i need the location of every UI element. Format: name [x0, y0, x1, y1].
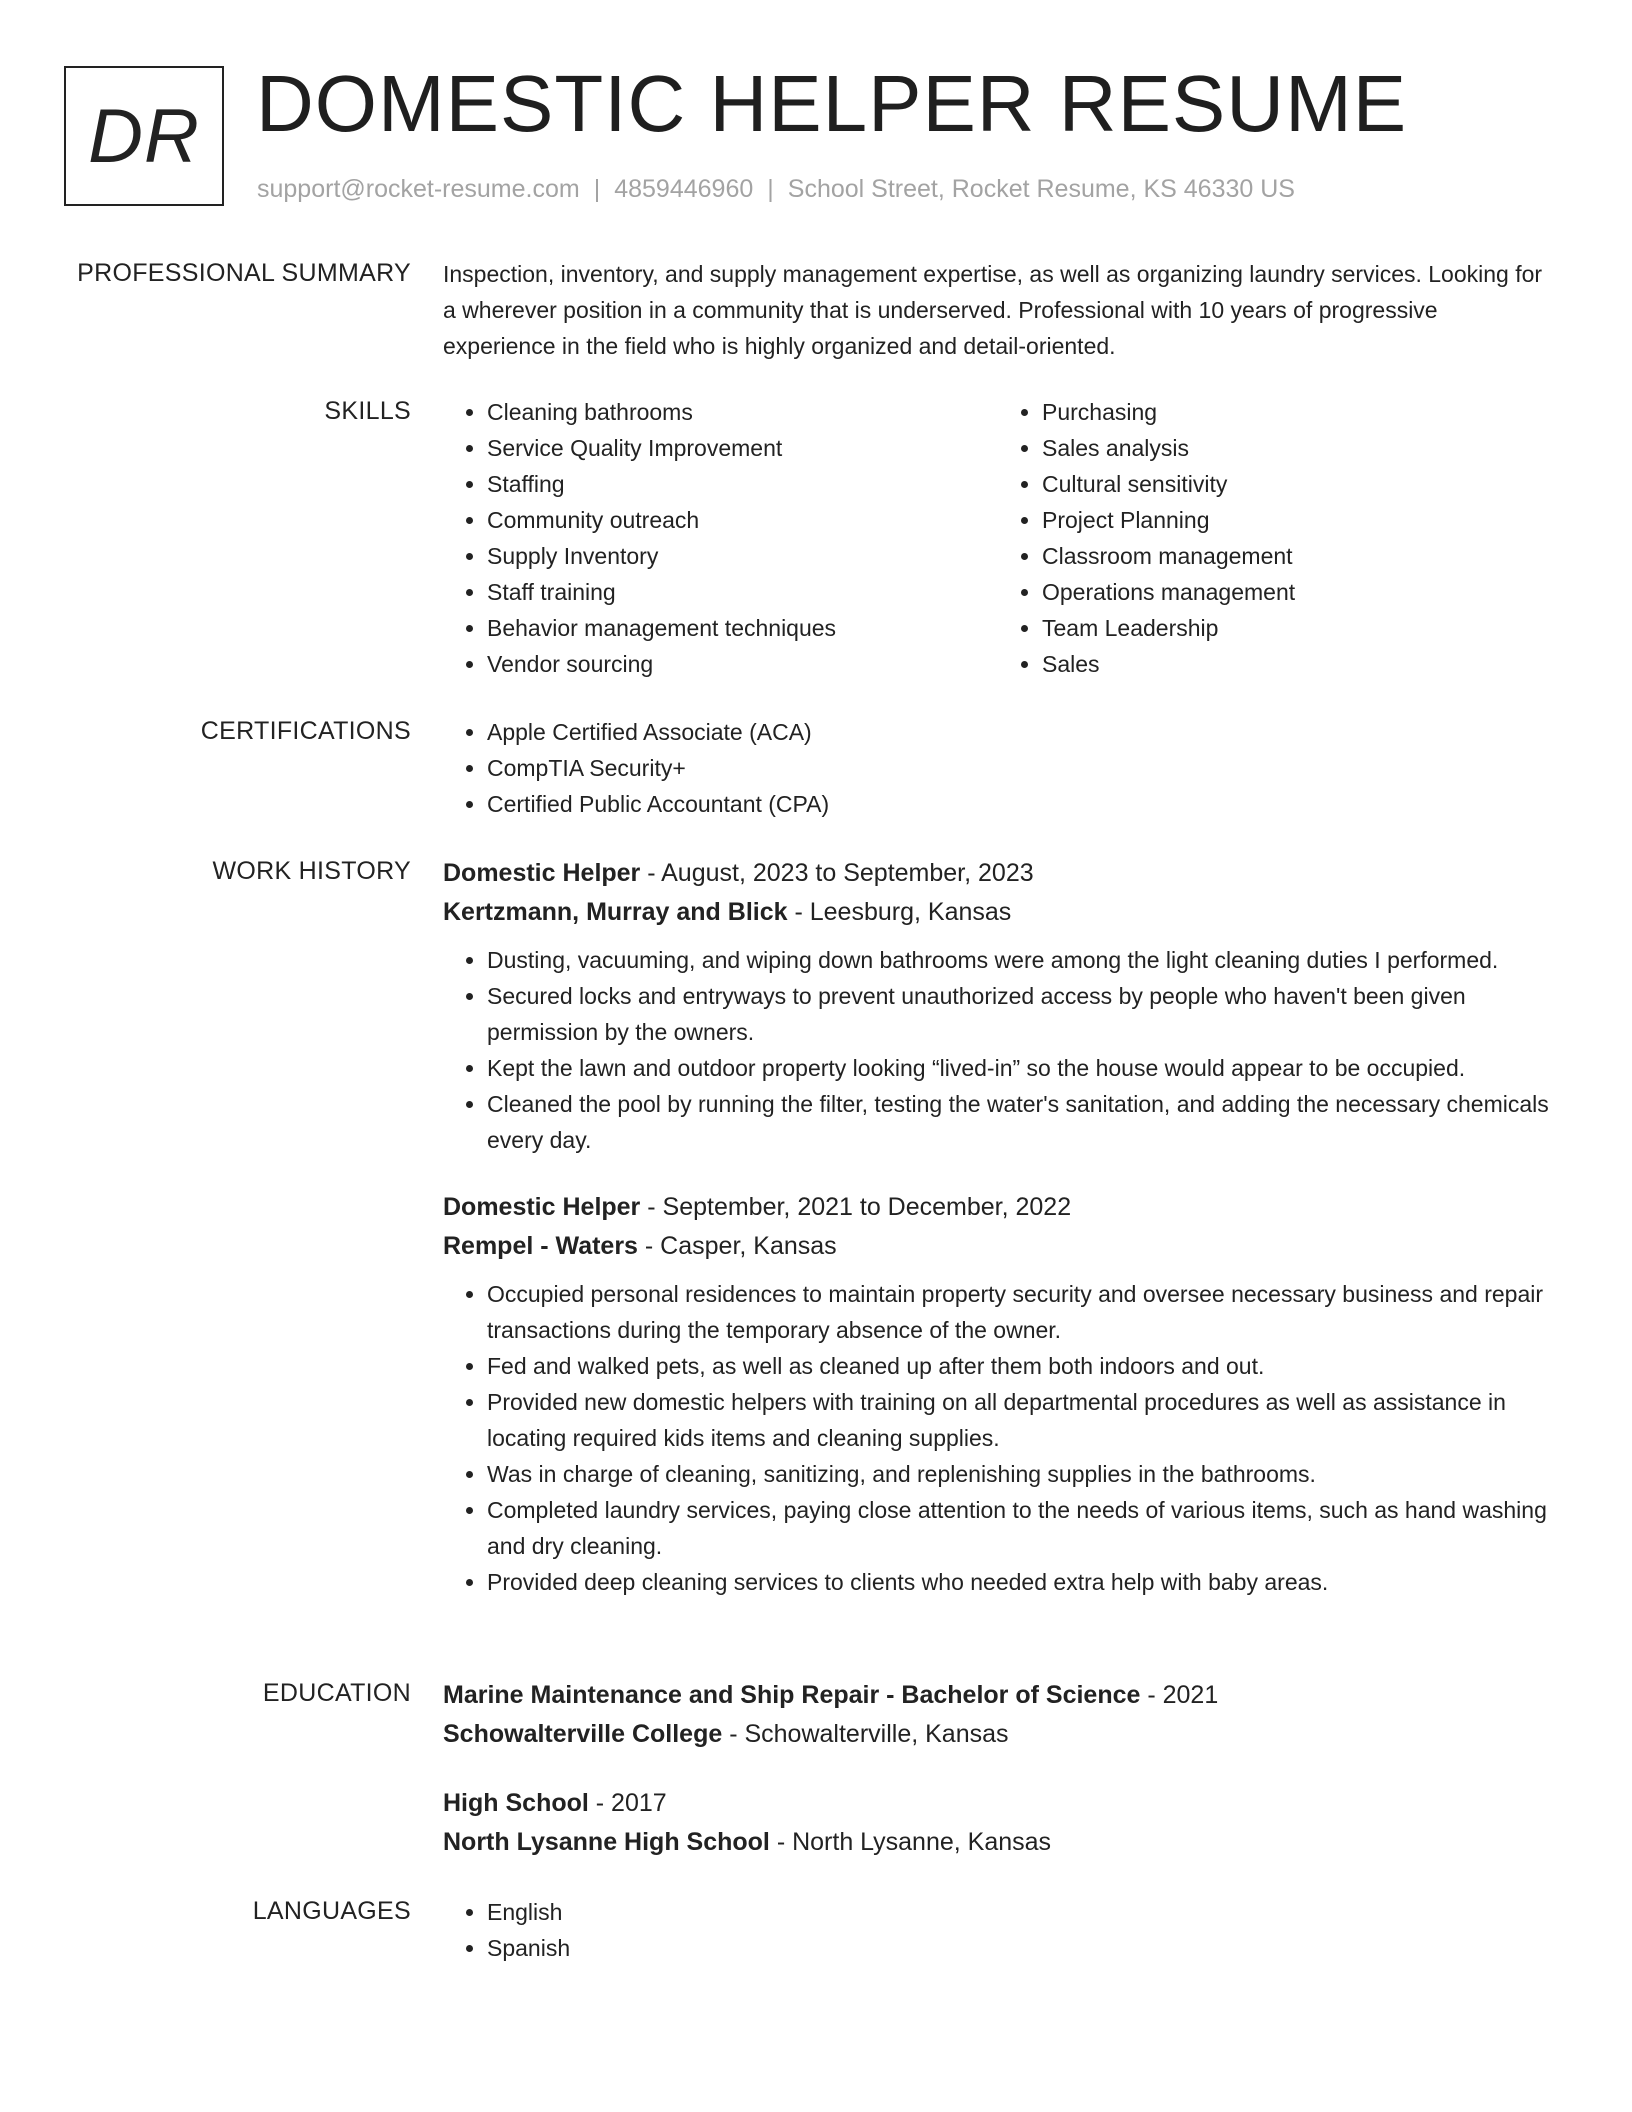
school-name: Schowalterville College: [443, 1720, 723, 1748]
list-item: • Purchasing: [1042, 394, 1553, 430]
list-item: • Classroom management: [1042, 538, 1553, 574]
work-history-label: WORK HISTORY: [212, 857, 411, 885]
contact-separator: |: [767, 175, 774, 203]
contact-phone: 4859446960: [614, 175, 754, 203]
job-title-line: [443, 1188, 1553, 1227]
list-item: • Secured locks and entryways to prevent unauthorized access by people who haven't been given permission by the owners.: [487, 978, 1553, 1050]
list-item: • Cultural sensitivity: [1042, 466, 1553, 502]
job-duties-list: [443, 1276, 1553, 1600]
list-item: • Completed laundry services, paying close attention to the needs of various items, such as hand washing and dry cleaning.: [487, 1492, 1553, 1564]
languages-label: LANGUAGES: [252, 1897, 411, 1925]
school-location: - Schowalterville, Kansas: [722, 1720, 1009, 1748]
job-location: - Leesburg, Kansas: [787, 898, 1012, 926]
job-duties-list: [443, 942, 1553, 1158]
job-title: Domestic Helper: [443, 1193, 641, 1221]
skills-list-left: [443, 394, 998, 682]
skills-list-right: [998, 394, 1553, 682]
list-item: • Community outreach: [487, 502, 998, 538]
summary-text: Inspection, inventory, and supply management expertise, as well as organizing laundry services. Looking for a wherever position in a community that is underserved. Professional with 10 years of progressive experience in the field who is highly organized and detail-oriented.: [443, 261, 1543, 359]
list-item: • Team Leadership: [1042, 610, 1553, 646]
contact-separator: |: [593, 175, 601, 203]
list-item: • Operations management: [1042, 574, 1553, 610]
school-location: - North Lysanne, Kansas: [769, 1828, 1052, 1856]
degree: High School: [443, 1789, 589, 1817]
list-item: • Sales: [1042, 646, 1553, 682]
resume-title: DOMESTIC HELPER RESUME: [256, 59, 1408, 148]
job-entry: [443, 1188, 1553, 1600]
languages-body: [443, 1894, 1553, 1966]
school-name: North Lysanne High School: [443, 1828, 770, 1856]
contact-email: support@rocket-resume.com: [257, 175, 580, 203]
list-item: • Staff training: [487, 574, 998, 610]
list-item: • Supply Inventory: [487, 538, 998, 574]
job-company-line: [443, 1227, 1553, 1266]
job-company: Rempel - Waters: [443, 1232, 638, 1260]
summary-label: PROFESSIONAL SUMMARY: [77, 259, 411, 287]
languages-list: [443, 1894, 1553, 1966]
list-item: • Certified Public Accountant (CPA): [487, 786, 1553, 822]
list-item: • Behavior management techniques: [487, 610, 998, 646]
list-item: • Spanish: [487, 1930, 1553, 1966]
certifications-body: [443, 714, 1553, 822]
education-entry: [443, 1784, 1553, 1862]
work-history-body: [443, 854, 1553, 1600]
contact-line: [257, 172, 1295, 206]
degree: Marine Maintenance and Ship Repair - Bachelor of Science: [443, 1681, 1141, 1709]
certifications-label: CERTIFICATIONS: [200, 717, 411, 745]
list-item: • Cleaned the pool by running the filter, testing the water's sanitation, and adding the necessary chemicals every day.: [487, 1086, 1553, 1158]
job-entry: [443, 854, 1553, 1158]
job-company: Kertzmann, Murray and Blick: [443, 898, 788, 926]
monogram-logo: DR: [64, 66, 224, 206]
job-dates: - August, 2023 to September, 2023: [640, 859, 1034, 887]
job-dates: - September, 2021 to December, 2022: [640, 1193, 1072, 1221]
school-line: [443, 1823, 1553, 1862]
list-item: • Was in charge of cleaning, sanitizing, and replenishing supplies in the bathrooms.: [487, 1456, 1553, 1492]
education-body: [443, 1676, 1553, 1862]
list-item: • Staffing: [487, 466, 998, 502]
job-title-line: [443, 854, 1553, 893]
list-item: • Provided new domestic helpers with training on all departmental procedures as well as assistance in locating required kids items and cleaning supplies.: [487, 1384, 1553, 1456]
education-label: EDUCATION: [262, 1679, 411, 1707]
graduation-year: - 2021: [1140, 1681, 1219, 1709]
education-entry: [443, 1676, 1553, 1754]
job-company-line: [443, 893, 1553, 932]
list-item: • Project Planning: [1042, 502, 1553, 538]
list-item: • Provided deep cleaning services to clients who needed extra help with baby areas.: [487, 1564, 1553, 1600]
list-item: • Occupied personal residences to maintain property security and oversee necessary business and repair transactions during the temporary absence of the owner.: [487, 1276, 1553, 1348]
job-location: - Casper, Kansas: [637, 1232, 837, 1260]
contact-address: School Street, Rocket Resume, KS 46330 US: [787, 175, 1295, 203]
skills-label: SKILLS: [324, 397, 411, 425]
list-item: • Sales analysis: [1042, 430, 1553, 466]
list-item: • Cleaning bathrooms: [487, 394, 998, 430]
school-line: [443, 1715, 1553, 1754]
list-item: • English: [487, 1894, 1553, 1930]
list-item: • Fed and walked pets, as well as cleaned up after them both indoors and out.: [487, 1348, 1553, 1384]
list-item: • Service Quality Improvement: [487, 430, 998, 466]
list-item: • Vendor sourcing: [487, 646, 998, 682]
job-title: Domestic Helper: [443, 859, 641, 887]
list-item: • Kept the lawn and outdoor property looking “lived-in” so the house would appear to be occupied.: [487, 1050, 1553, 1086]
degree-line: [443, 1784, 1553, 1823]
list-item: • CompTIA Security+: [487, 750, 1553, 786]
summary-body: [443, 256, 1553, 364]
list-item: • Dusting, vacuuming, and wiping down bathrooms were among the light cleaning duties I performed.: [487, 942, 1553, 978]
graduation-year: - 2017: [588, 1789, 667, 1817]
degree-line: [443, 1676, 1553, 1715]
list-item: • Apple Certified Associate (ACA): [487, 714, 1553, 750]
certifications-list: [443, 714, 1553, 822]
skills-body: [443, 394, 1553, 682]
